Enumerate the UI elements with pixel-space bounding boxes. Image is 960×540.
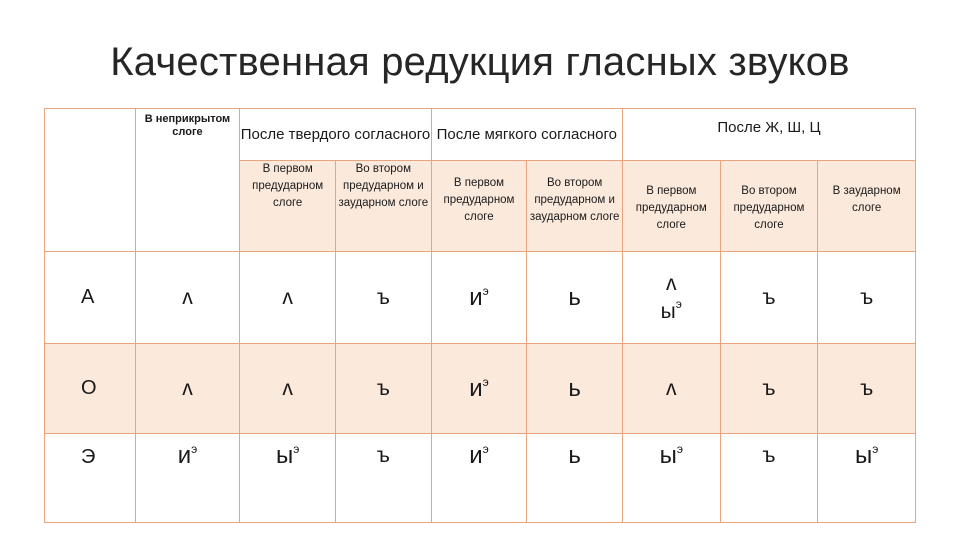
- value-cell: $ы^э$: [622, 434, 720, 523]
- header-after-zh: После Ж, Ш, Ц: [622, 109, 915, 161]
- value-cell: ʌ: [240, 252, 336, 344]
- value-cell: $и^э$: [135, 434, 240, 523]
- value-cell: $ы^э$: [818, 434, 916, 523]
- value-cell: $ы^э$: [240, 434, 336, 523]
- value-cell: ʌ: [135, 344, 240, 434]
- table-row: [45, 344, 916, 434]
- header-open-syllable: В неприкрытом слоге: [135, 109, 240, 252]
- value-cell: ʌ $ы^э$: [622, 252, 720, 344]
- table-row: [45, 434, 916, 523]
- page-title: Качественная редукция гласных звуков: [110, 40, 850, 84]
- subheader-soft-first: В первом предударном слоге: [431, 161, 527, 252]
- value-cell: ь: [527, 252, 623, 344]
- value-cell: ъ: [335, 252, 431, 344]
- value-cell: $и^э$: [431, 252, 527, 344]
- subheader-zh-first: В первом предударном слоге: [622, 161, 720, 252]
- table-row: [45, 252, 916, 344]
- subheader-hard-first: В первом предударном слоге: [240, 161, 336, 252]
- value-cell: ъ: [335, 434, 431, 523]
- header-after-soft: После мягкого согласного: [431, 109, 622, 161]
- value-cell: ʌ: [135, 252, 240, 344]
- value-cell: ь: [527, 434, 623, 523]
- value-cell: ʌ: [622, 344, 720, 434]
- value-cell: ъ: [720, 434, 818, 523]
- value-cell: ъ: [818, 252, 916, 344]
- value-cell: ʌ: [240, 344, 336, 434]
- value-cell: ъ: [818, 344, 916, 434]
- vowel-label: А: [45, 252, 136, 344]
- value-cell: ъ: [720, 344, 818, 434]
- subheader-soft-second: Во втором предударном и заударном слоге: [527, 161, 623, 252]
- value-cell: ъ: [720, 252, 818, 344]
- value-cell: ь: [527, 344, 623, 434]
- subheader-zh-unstressed: В заударном слоге: [818, 161, 916, 252]
- vowel-label: О: [45, 344, 136, 434]
- vowel-label: Э: [45, 434, 136, 523]
- subheader-zh-second: Во втором предударном слоге: [720, 161, 818, 252]
- value-cell: $и^э$: [431, 434, 527, 523]
- header-after-hard: После твердого согласного: [240, 109, 431, 161]
- subheader-hard-second: Во втором предударном и заударном слоге: [335, 161, 431, 252]
- value-cell: ъ: [335, 344, 431, 434]
- reduction-table: [44, 108, 916, 523]
- corner-cell: [45, 109, 136, 252]
- value-cell: $и^э$: [431, 344, 527, 434]
